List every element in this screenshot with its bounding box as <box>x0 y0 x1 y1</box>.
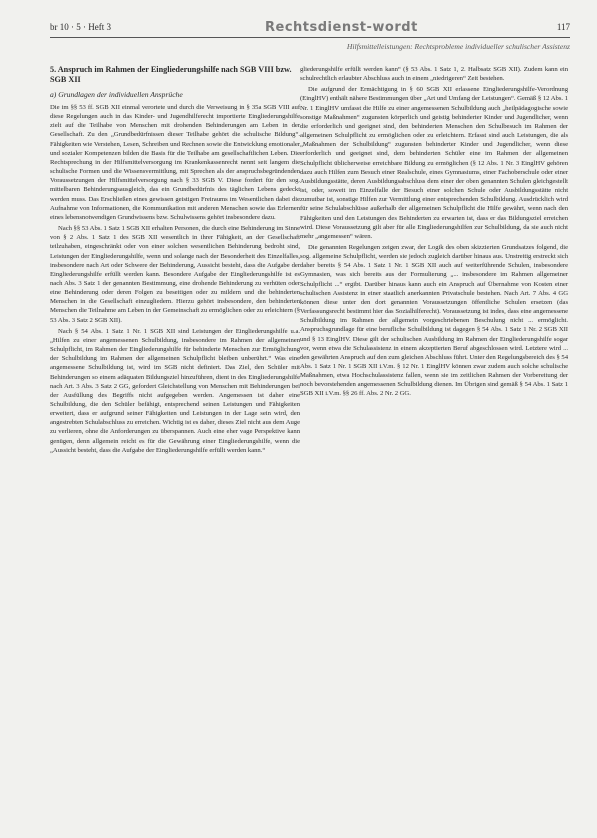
header-rule <box>50 37 570 38</box>
subsection-heading: a) Grundlagen der individuellen Ansprüche <box>50 90 183 99</box>
paragraph: Die im §§ 53 ff. SGB XII einmal verortete und durch die Verweisung in § 35a SGB VIII auf diese Regelungen auch in das Kinder- und Jugendhilferecht importierte Eingliederungshilfe zielt auf die Teilhabe von Menschen mit drohenden Behinderungen am Leben in der Gesellschaft. Zu den „Grundbedürfnissen dieser Teilhabe gehört die schulische Bildung“. Fähigkeiten wie Verstehen, Lesen, Schreiben und Rechnen sowie die Entwicklung emotionaler und sozialer Kompetenzen bilden die Basis für die Teilhabe am gesellschaftlichen Leben. Die Rechtsprechung in der Hilfsmittelversorgung im Krankenkassenrecht nennt seit langem die schulische Formen und die Wissensvermittlung, mit Sprechen als der anspruchsbegründenden Voraussetzungen der Hilfsmittelversorgung nach § 33 SGB V. Diese fordert für den sog. mittelbaren Behinderungsausgleich, das ein Grundbedürfnis des täglichen Lebens gedeckt werden muss. Das Erschließen eines gewissen geistigen Freiraums im Wesentlichen dabei die Aufnahme von Informationen, die Kommunikation mit anderen Menschen sowie das Erlernen eines lebensnotwendigen Grundwissens bzw. Schulwissens gehört insbesondere dazu. <box>50 104 300 221</box>
paragraph: Nach § 54 Abs. 1 Satz 1 Nr. 1 SGB XII sind Leistungen der Eingliederungshilfe u.a. „Hilfen zu einer angemessenen Schulbildung, insbesondere im Rahmen der allgemeinen Schulpflicht, im Rahmen der Eingliederungshilfe für behinderte Menschen zur Ermöglichung der Schulbildung im Rahmen der allgemeinen Schulpflicht bleiben unberührt.“ Was eine angemessene Schulbildung ist, wird im SGB nicht definiert. Das Ziel, den Schüler mit Behinderungen so einem adäquaten Bildungsziel hinzuführen, dient in des Eingliederungshilfe nach Art. 3 Abs. 3 Satz 2 GG, gefordert Gleichstellung von Menschen mit Behinderungen bei der Ausfüllung des Begriffs nicht aufgegeben werden. Angemessen ist daher eine Schulbildung, die den Schüler befähigt, entsprechend seinen Leistungen und Fähigkeiten erweitert, dass er aufgrund seiner Fähigkeiten und Leistungen in der Lage sein wird, den angestrebten Schulabschluss zu erreichen. Wichtig ist es daher, dieses Ziel nicht aus dem Auge zu verlieren, ohne die Anforderungen zu überspannen. Auch eine eher vage Perspektive kann genügen, denn allgemein reicht es für die Gewährung einer Eingliederungshilfe, wenn die „Aussicht besteht, dass die Aufgabe der Eingliederungshilfe erfüllt werden kann.“ <box>50 327 300 454</box>
page-header <box>50 20 570 60</box>
paragraph: Die genannten Regelungen zeigen zwar, der Logik des oben skizzierten Grundsatzes folgend, die sog. allgemeine Schulpflicht, werden sie jedoch zugleich darüber hinaus aus. Unstreitig erstreckt sich daher bereits § 54 Abs. 1 Satz 1 Nr. 1 SGB XII auch auf weiterführende Schulen, insbesondere Gymnasien, was sich bereits aus der Formulierung „... insbesondere im Rahmen allgemeiner Schulpflicht ...“ ergibt. Darüber hinaus kann auch ein Anspruch auf Übernahme von Kosten einer schulischen Assistenz in einer staatlich anerkannten Privatschule bestehen. Nach Art. 7 Abs. 4 GG können diese unter den dort genannten Voraussetzungen öffentliche Schulen ersetzen (das Verfassungsrecht bestimmt hier das Sozialhilferecht). Voraussetzung ist indes, dass eine angemessene Schulbildung im Rahmen der allgemein vorgeschriebenen Beschulung nicht ... ermöglicht. Anspruchsgrundlage für eine berufliche Schulbildung ist dagegen § 54 Abs. 1 Satz 1 Nr. 2 SGB XII und § 13 EinglHV. Diese gilt der schulischen Ausbildung im Rahmen der Eingliederungshilfe sogar vor, wenn etwa die Schulassistenz in einem akzeptierten Beruf abgeschlossen wird. Letztere wird ... den gewährten Anspruch auf den zum gleichen Abschluss führt. Unter den Regelungsbereich des § 54 Abs. 1 Satz 1 Nr. 1 SGB XII i.V.m. § 12 Nr. 1 EinglHV können zwar zudem auch solche schulische Maßnahmen, etwa Hochschulassistenz fallen, wenn sie im zeitlichen Rahmen der Vorbereitung der noch bevorstehenden angemessenen Schulbildung dienen. Im Übrigen sind gemäß § 54 Abs. 1 Satz 1 SGB XII i.V.m. §§ 26 ff. Abs. 2 Nr. 2 GG. <box>300 243 568 398</box>
paragraph: gliederungshilfe erfüllt werden kann“ (§ 53 Abs. 1 Satz 1, 2. Halbsatz SGB XII). Zudem kann ein schulrechtlich erlaubter Abschluss auch in einem „niedrigeren“ Zeit bestehen. <box>300 66 568 83</box>
paragraph: Nach §§ 53 Abs. 1 Satz 1 SGB XII erhalten Personen, die durch eine Behinderung im Sinne von § 2 Abs. 1 Satz 1 des SGB XII wesentlich in ihrer Fähigkeit, an der Gesellschaft teilzuhaben, eingeschränkt oder von einer solchen wesentlichen Behinderung bedroht sind, Leistungen der Eingliederungshilfe, wenn und solange nach der Besonderheit des Einzelfalles, insbesondere nach Art oder Schwere der Behinderung, Aussicht besteht, dass die Aufgabe der Eingliederungshilfe erfüllt werden kann. Besondere Aufgabe der Eingliederungshilfe ist es nach Abs. 3 Satz 1 der genannten Bestimmung, eine drohende Behinderung zu verhüten oder eine Behinderung oder deren Folgen zu beseitigen oder zu mildern und die behinderten Menschen in die Gesellschaft einzugliedern. Hierzu gehört insbesondere, den behinderten Menschen die Teilnahme am Leben in der Gemeinschaft zu ermöglichen oder zu erleichtern (§ 53 Abs. 3 Satz 2 SGB XII). <box>50 225 300 324</box>
right-column <box>300 65 568 401</box>
left-column <box>50 65 300 457</box>
journal-issue: br 10 · 5 · Heft 3 <box>50 22 111 32</box>
running-title: Hilfsmittelleistungen: Rechtsprobleme individueller schulischer Assistenz <box>346 42 570 51</box>
paragraph: Die aufgrund der Ermächtigung in § 60 SGB XII erlassene Eingliederungshilfe-Verordnung (EinglHV) enthält nähere Bestimmungen über „Art und Umfang der Leistungen“. Gemäß § 12 Abs. 1 Nr. 1 EinglHV umfasst die Hilfe zu einer angemessenen Schulbildung auch „heilpädagogische sowie sonstige Maßnahmen“ zugunsten körperlich und geistig behinderter Kinder und Jugendlicher, wenn die erforderlich und geeignet sind, den behinderten Menschen den Schulbesuch im Rahmen der allgemeinen Schulpflicht zu ermöglichen oder zu erleichtern. Erfasst sind auch Leistungen, die als „Maßnahmen der Schulbildung“ zugunsten behinderter Kinder und Jugendlicher, wenn diese erforderlich und geeignet sind, dem behinderten Schüler eine im Rahmen der allgemeinen Schulpflicht üblicherweise erreichbare Bildung zu ermöglichen (§ 12 Abs. 1 Nr. 3 EinglHV gehören dazu auch Hilfen zum Besuch einer Realschule, eines Gymnasiums, einer Fachoberschule oder einer Ausbildungsstätte, deren Ausbildungsabschluss dem einer der oben genannten Schulen gleichgestellt ist, oder, soweit im Einzelfalle der Besuch einer solchen Schule oder Ausbildungsstätte nicht zumutbar ist, sonstige Hilfen zur Vermittlung einer entsprechenden Schulbildung. Ausdrücklich wird für seine Schulabschlüsse außerhalb der allgemeinen Schulpflicht die Hilfe gewährt, wenn nach den Fähigkeiten und den Leistungen des Behinderten zu erwarten ist, dass er das Bildungsziel erreichen wird. Diese Voraussetzung gilt aber für alle Eingliederungshilfen zur Schulbildung, da sie auch nicht mehr „angemessen“ wären. <box>300 86 568 240</box>
page-number: 117 <box>556 22 570 32</box>
section-heading: 5. Anspruch im Rahmen der Eingliederungshilfe nach SGB VIII bzw. SGB XII <box>50 65 292 84</box>
journal-logo: Rechtsdienst-wordt <box>265 20 418 35</box>
